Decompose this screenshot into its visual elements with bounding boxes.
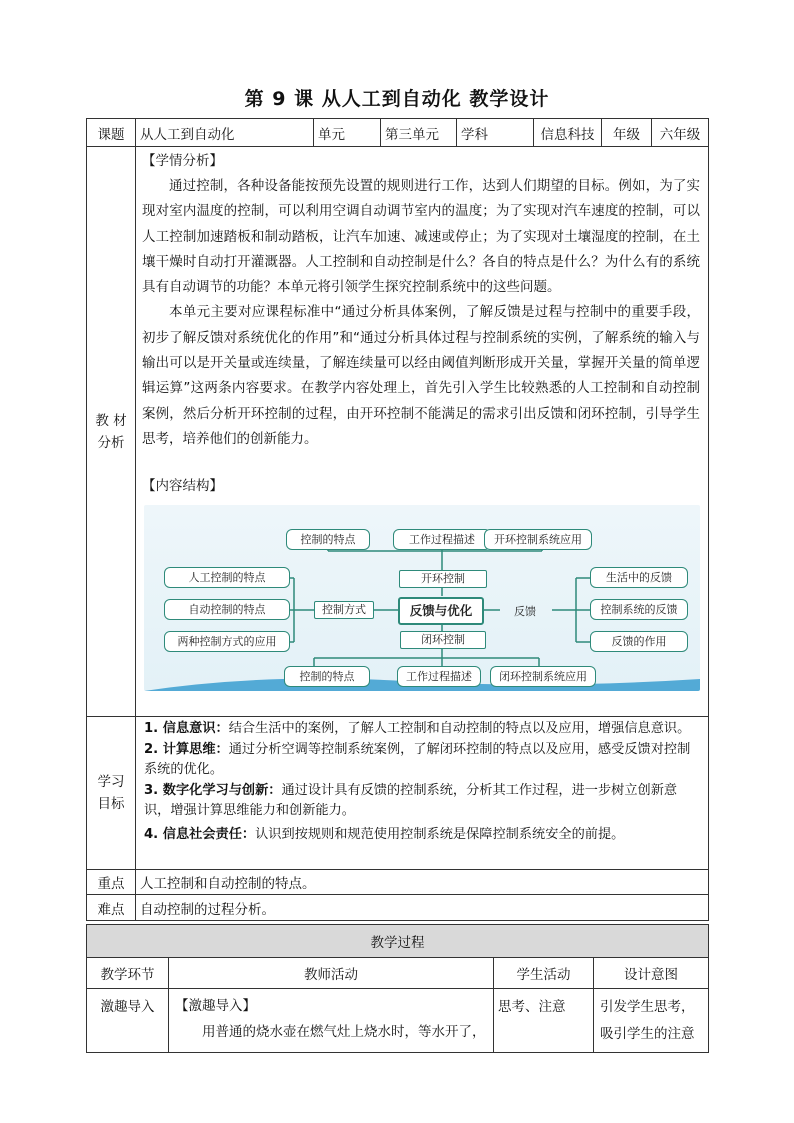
section-heading-content-structure: 【内容结构】 xyxy=(142,478,223,495)
difficulty-label: 难点 xyxy=(87,895,136,921)
left-node-3: 两种控制方式的应用 xyxy=(164,631,290,652)
right-hub-label: 反馈 xyxy=(514,605,536,619)
row1-stage: 激趣导入 xyxy=(87,989,169,1053)
bottom-node-2: 工作过程描述 xyxy=(397,666,481,687)
row1-intent: 引发学生思考， 吸引学生的注意 xyxy=(594,989,709,1053)
topic-label: 课题 xyxy=(87,119,136,147)
grade-label: 年级 xyxy=(602,119,652,147)
analysis-paragraph-1: 通过控制，各种设备能按预先设置的规则进行工作，达到人们期望的目标。例如，为了实现对室内温度的控制，可以利用空调自动调节室内的温度；为了实现对汽车速度的控制，可以人工控制加速踏板和制动踏板，让汽车加速、减速或停止；为了实现对土壤湿度的控制，在土壤干燥时自动打开灌溉器。人工控制和自动控制是什么？各自的特点是什么？为什么有的系统具有自动调节的功能？本单元将引领学生探究控制系统中的这些问题。 xyxy=(142,178,700,296)
analysis-content xyxy=(136,147,709,717)
page-title: 第 9 课 从人工到自动化 教学设计 xyxy=(244,88,550,110)
content-structure-diagram xyxy=(144,505,700,691)
subject-value: 信息科技 xyxy=(534,119,602,147)
unit-label: 单元 xyxy=(314,119,381,147)
top-node-3: 开环控制系统应用 xyxy=(484,529,592,550)
right-node-1: 生活中的反馈 xyxy=(590,567,688,588)
goal-item-4: 4. 信息社会责任：认识到按规则和规范使用控制系统是保障控制系统安全的前提。 xyxy=(144,827,625,842)
goal-item-2: 2. 计算思维：通过分析空调等控制系统案例，了解闭环控制的特点以及应用，感受反馈对控制系统的优化。 xyxy=(144,742,691,777)
col-header-intent: 设计意图 xyxy=(594,958,709,989)
topic-value: 从人工到自动化 xyxy=(136,119,314,147)
col-header-student: 学生活动 xyxy=(494,958,594,989)
bottom-node-3: 闭环控制系统应用 xyxy=(490,666,596,687)
row1-student: 思考、注意 xyxy=(494,989,594,1053)
subject-label: 学科 xyxy=(457,119,534,147)
right-node-2: 控制系统的反馈 xyxy=(590,599,688,620)
left-node-1: 人工控制的特点 xyxy=(164,567,290,588)
key-point-label: 重点 xyxy=(87,870,136,895)
difficulty-value: 自动控制的过程分析。 xyxy=(136,895,709,921)
goals-content xyxy=(136,717,709,870)
process-title: 教学过程 xyxy=(87,925,709,958)
analysis-paragraph-2: 本单元主要对应课程标准中“通过分析具体案例，了解反馈是过程与控制中的重要手段，初步了解反馈对系统优化的作用”和“通过分析具体过程与控制系统的实例，了解系统的输入与输出可以是开关量或连续量，了解连续量可以经由阈值判断形成开关量，掌握开关量的简单逻辑运算”这两条内容要求。在教学内容处理上，首先引入学生比较熟悉的人工控制和自动控制案例，然后分析开环控制的过程，由开环控制不能满足的需求引出反馈和闭环控制，引导学生思考，培养他们的创新能力。 xyxy=(142,304,700,447)
goal-item-3: 3. 数字化学习与创新：通过设计具有反馈的控制系统，分析其工作过程，进一步树立创新意识，增强计算思维能力和创新能力。 xyxy=(144,783,678,818)
left-node-2: 自动控制的特点 xyxy=(164,599,290,620)
top-node-2: 工作过程描述 xyxy=(393,529,491,550)
teaching-process-table xyxy=(86,924,709,1053)
bottom-node-1: 控制的特点 xyxy=(284,666,370,687)
right-node-3: 反馈的作用 xyxy=(590,631,688,652)
unit-value: 第三单元 xyxy=(381,119,457,147)
lesson-info-table xyxy=(86,118,709,921)
top-node-1: 控制的特点 xyxy=(286,529,370,550)
col-header-teacher: 教师活动 xyxy=(169,958,494,989)
analysis-label: 教 材 分析 xyxy=(87,147,136,717)
left-hub-node: 控制方式 xyxy=(314,601,374,619)
closed-loop-node: 闭环控制 xyxy=(400,631,486,649)
row1-teacher: 【激趣导入】 用普通的烧水壶在燃气灶上烧水时，等水开了， xyxy=(169,989,494,1053)
open-loop-node: 开环控制 xyxy=(399,570,487,588)
key-point-value: 人工控制和自动控制的特点。 xyxy=(136,870,709,895)
col-header-stage: 教学环节 xyxy=(87,958,169,989)
center-node: 反馈与优化 xyxy=(398,597,484,625)
section-heading-student-analysis: 【学情分析】 xyxy=(142,153,223,169)
grade-value: 六年级 xyxy=(652,119,709,147)
goals-label: 学习 目标 xyxy=(87,717,136,870)
goal-item-1: 1. 信息意识：结合生活中的案例，了解人工控制和自动控制的特点以及应用，增强信息意识。 xyxy=(144,721,691,736)
